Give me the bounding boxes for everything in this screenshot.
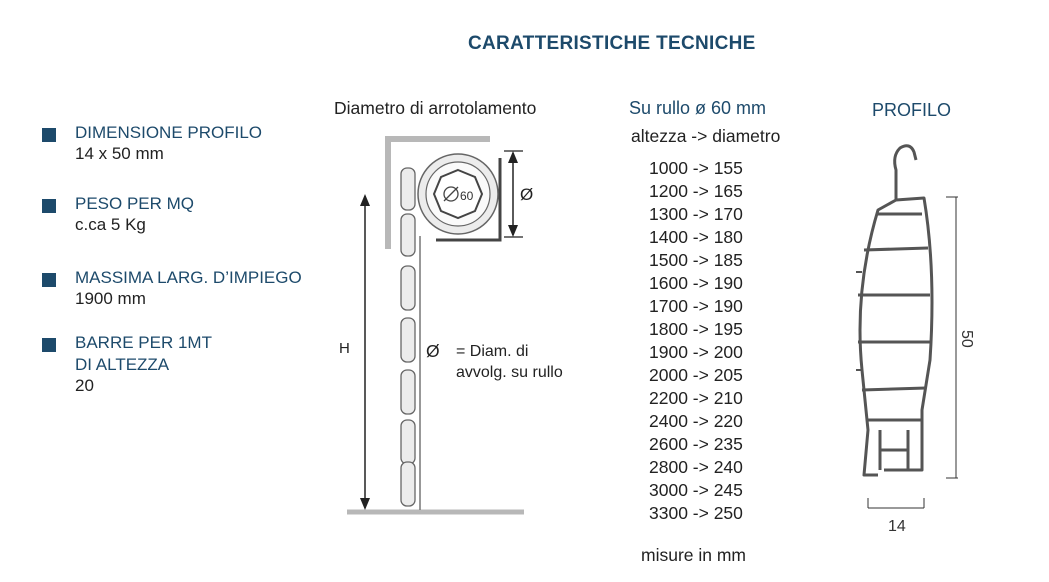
diagram-heading: Diametro di arrotolamento [334,98,537,118]
table-row: 1600 -> 190 [649,273,743,293]
arrow-up-icon [508,151,518,163]
shutter-slats [401,168,415,506]
table-heading: Su rullo ø 60 mm [629,98,767,118]
legend-line-1: = Diam. di [456,343,529,360]
table-row: 1700 -> 190 [649,296,743,316]
legend-diameter-symbol: Ø [426,341,440,361]
diameter-symbol: Ø [520,185,534,204]
profile-drawing [840,130,990,550]
arrow-down-icon [508,225,518,237]
legend-line-2: avvolg. su rullo [456,364,563,381]
diameter-table [649,157,743,525]
profile-heading: PROFILO [872,100,952,120]
table-subheading: altezza -> diametro [631,126,781,146]
table-row: 2800 -> 240 [649,457,743,477]
roll-diameter-label: 60 [460,189,474,203]
spec-value: 20 [75,376,94,395]
table-row: 2400 -> 220 [649,411,743,431]
table-row: 2600 -> 235 [649,434,743,454]
table-row: 1900 -> 200 [649,342,743,362]
height-label: H [339,340,350,357]
profile-outline [858,146,932,475]
table-row: 2200 -> 210 [649,388,743,408]
table-footer: misure in mm [641,545,747,565]
profile-height-label: 50 [958,330,975,348]
roll-drum [418,154,498,234]
spec-label: BARRE PER 1MT DI ALTEZZA [75,333,212,374]
spec-value: 1900 mm [75,289,146,308]
spec-label: MASSIMA LARG. D’IMPIEGO [75,268,302,287]
spec-value: 14 x 50 mm [75,144,164,163]
table-row: 1200 -> 165 [649,181,743,201]
spec-label: DIMENSIONE PROFILO [75,123,263,142]
table-row: 1300 -> 170 [649,204,743,224]
table-row: 1500 -> 185 [649,250,743,270]
table-row: 1800 -> 195 [649,319,743,339]
table-row: 3300 -> 250 [649,503,743,523]
table-row: 1400 -> 180 [649,227,743,247]
spec-value: c.ca 5 Kg [75,215,146,234]
profile-width-label: 14 [888,518,906,535]
table-row: 3000 -> 245 [649,480,743,500]
table-row: 1000 -> 155 [649,158,743,178]
spec-label: PESO PER MQ [75,194,195,213]
arrow-down-icon [360,498,370,510]
arrow-up-icon [360,194,370,206]
page-title: CARATTERISTICHE TECNICHE [468,33,756,54]
table-row: 2000 -> 205 [649,365,743,385]
